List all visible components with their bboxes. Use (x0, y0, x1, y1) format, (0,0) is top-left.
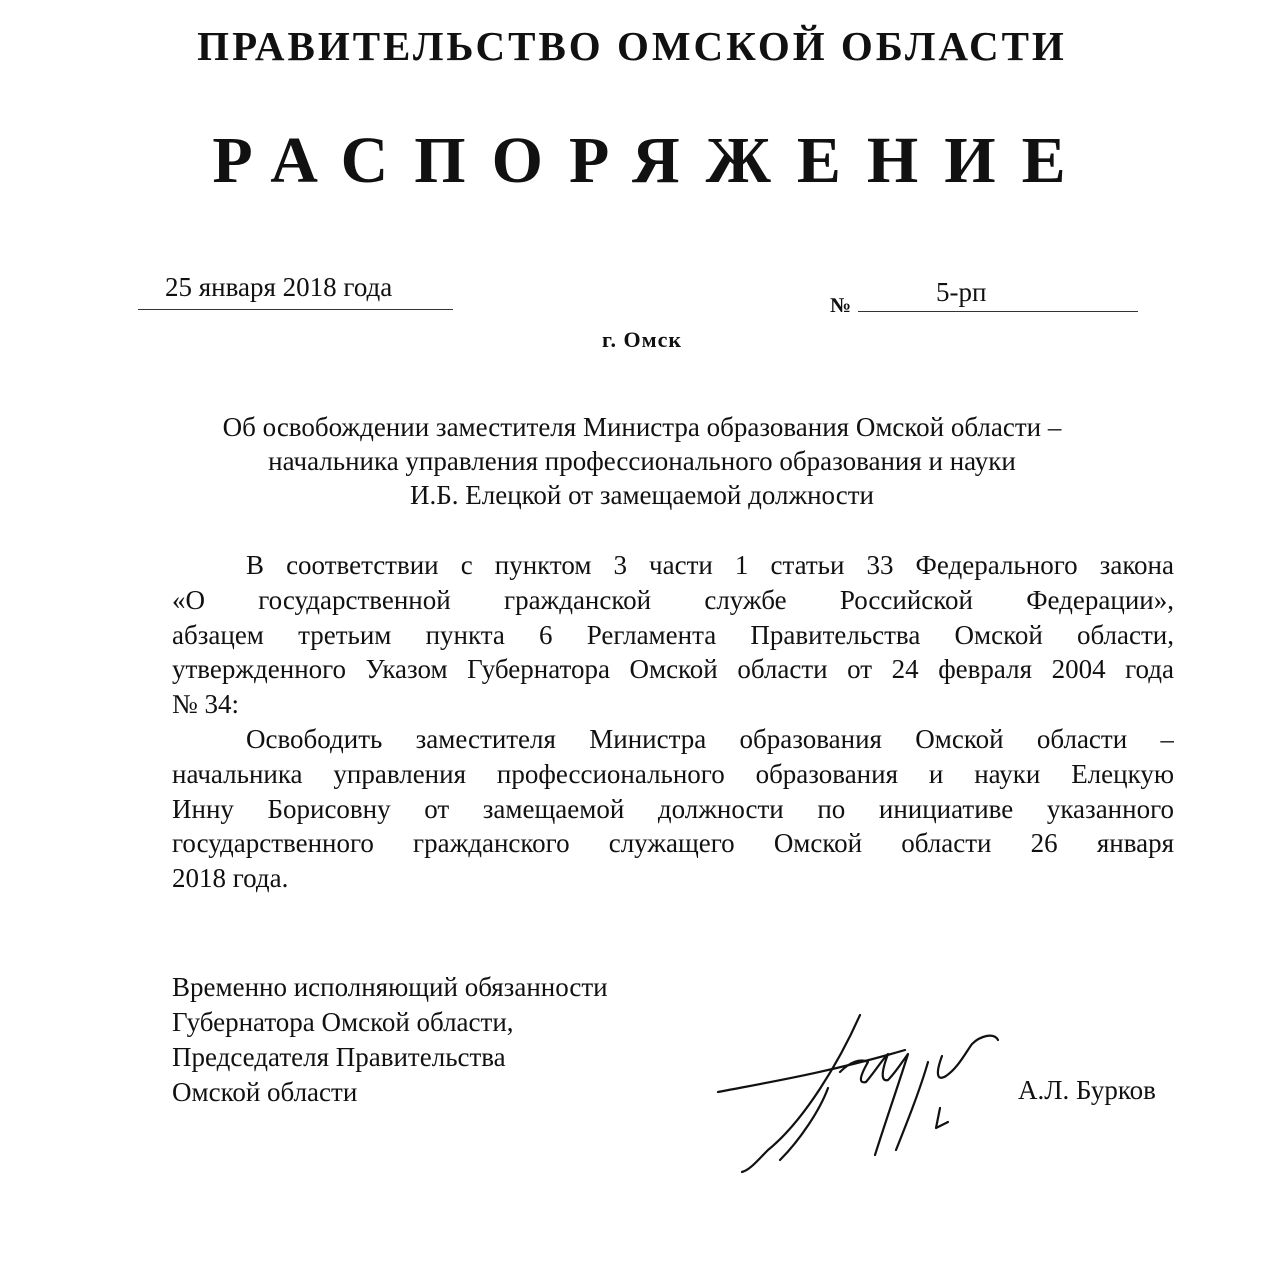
number-underline (858, 311, 1138, 312)
government-title: ПРАВИТЕЛЬСТВО ОМСКОЙ ОБЛАСТИ (197, 23, 1067, 69)
number-sign: № (830, 293, 852, 317)
signer-position-line: Временно исполняющий обязанности (172, 972, 608, 1002)
signer-position-line: Председателя Правительства (172, 1042, 506, 1072)
body-line: абзацем третьим пункта 6 Регламента Правительства Омской области, (172, 619, 1174, 650)
handwritten-signature (710, 1010, 1010, 1180)
body-line: Освободить заместителя Министра образования Омской области – (246, 723, 1174, 754)
body-line: В соответствии с пунктом 3 части 1 статьи 33 Федерального закона (246, 550, 1174, 580)
document-subject (172, 410, 1112, 512)
body-line: «О государственной гражданской службе Российской Федерации», (172, 584, 1174, 615)
subject-line: Об освобождении заместителя Министра образования Омской области – (222, 412, 1062, 442)
subject-line: И.Б. Елецкой от замещаемой должности (410, 480, 874, 510)
signer-position (172, 970, 608, 1110)
signer-name: А.Л. Бурков (1018, 1075, 1156, 1105)
signer-position-line: Омской области (172, 1077, 358, 1107)
body-line: № 34: (172, 689, 240, 720)
body-line: утвержденного Указом Губернатора Омской области от 24 февраля 2004 года (172, 654, 1174, 685)
body-line: Инну Борисовну от замещаемой должности по инициативе указанного (172, 793, 1174, 824)
body-line: государственного гражданского служащего Омской области 26 января (172, 828, 1174, 859)
document-type-title: РАСПОРЯЖЕНИЕ (212, 124, 1092, 197)
signer-position-line: Губернатора Омской области, (172, 1007, 514, 1037)
body-line: 2018 года. (172, 863, 289, 894)
document-number: 5-рп (936, 277, 987, 307)
body-line: начальника управления профессионального образования и науки Елецкую (172, 758, 1174, 789)
date-underline (138, 309, 453, 310)
document-date: 25 января 2018 года (165, 272, 393, 302)
document-body (172, 548, 1174, 896)
city-name: г. Омск (601, 327, 683, 352)
subject-line: начальника управления профессионального образования и науки (268, 446, 1016, 476)
